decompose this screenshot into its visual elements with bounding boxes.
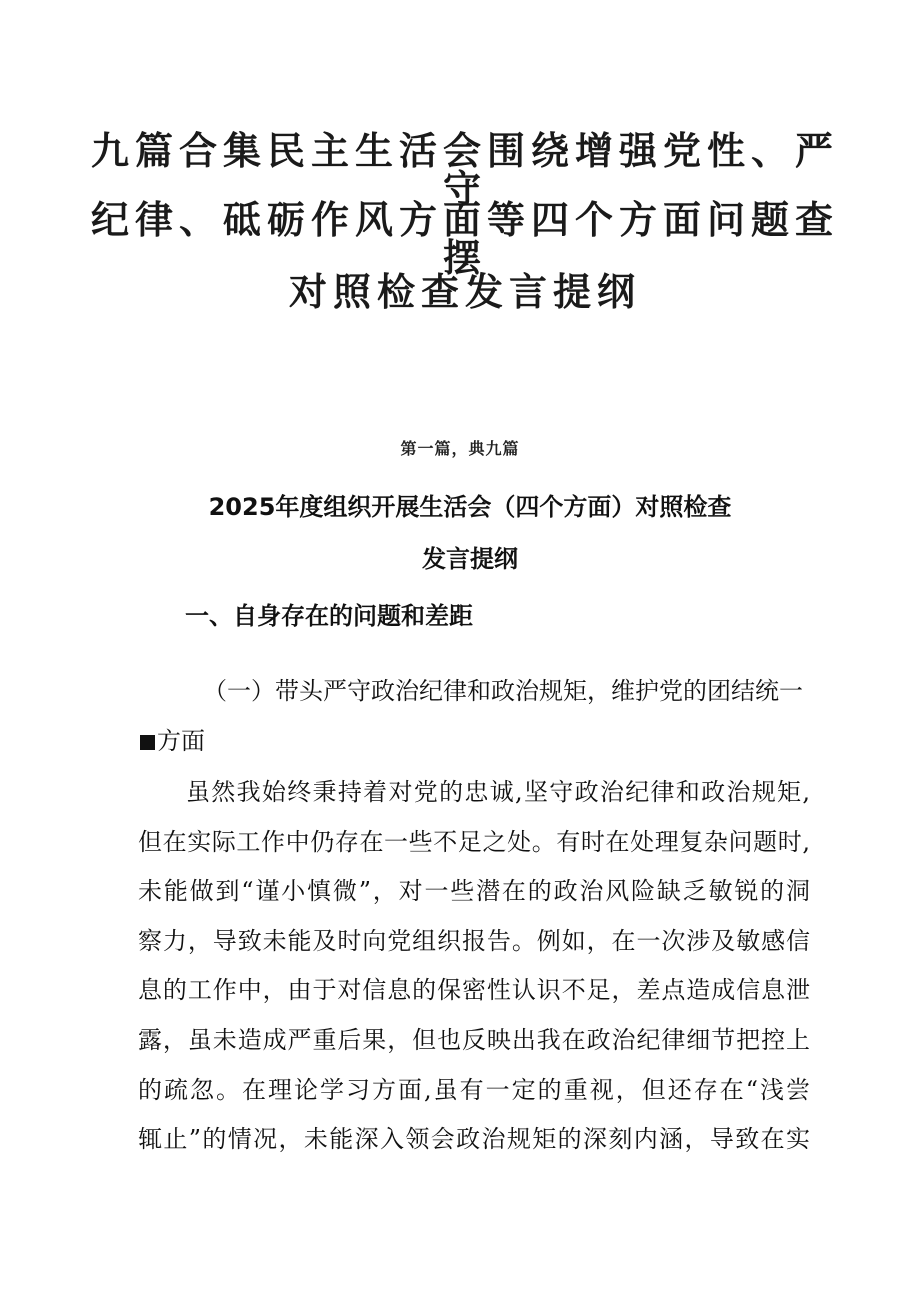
main-title-line-1: 九篇合集民主生活会围绕增强党性、严守 — [90, 129, 839, 211]
body-paragraph — [138, 768, 810, 1165]
paragraph-line: 息的工作中，由于对信息的保密性认识不足，差点造成信息泄 — [138, 976, 810, 1005]
paragraph-line: 察力，导致未能及时向党组织报告。例如，在一次涉及敏感信 — [138, 926, 810, 955]
paragraph-line: 但在实际工作中仍存在一些不足之处。有时在处理复杂问题时, — [138, 827, 810, 856]
section-heading: 一、自身存在的问题和差距 — [185, 602, 473, 630]
paragraph-line: 的疏忽。在理论学习方面,虽有一定的重视，但还存在“浅尝 — [138, 1075, 810, 1104]
article-subtitle: 第一篇，典九篇 — [400, 439, 520, 458]
doc-title-line-2: 发言提纲 — [422, 545, 518, 573]
subsection-heading — [138, 666, 818, 766]
paragraph-line: 露，虽未造成严重后果，但也反映出我在政治纪律细节把控上 — [138, 1025, 810, 1054]
paragraph-line: 未能做到“谨小慎微”，对一些潜在的政治风险缺乏敏锐的洞 — [138, 877, 810, 906]
paragraph-line: 虽然我始终秉持着对党的忠诚,坚守政治纪律和政治规矩, — [186, 778, 810, 806]
doc-title-line-1: 2025年度组织开展生活会（四个方面）对照检查 — [208, 493, 732, 521]
main-title-line-2: 纪律、砥砺作风方面等四个方面问题查摆 — [90, 198, 839, 280]
subsection-text-part-1: （一）带头严守政治纪律和政治规矩，维护党的团结统一 — [203, 677, 803, 705]
main-title-line-3: 对照检查发言提纲 — [288, 270, 641, 314]
paragraph-line: 辄止”的情况，未能深入领会政治规矩的深刻内涵，导致在实 — [138, 1125, 810, 1154]
subsection-text-part-2: 方面 — [157, 727, 205, 755]
black-square-icon — [140, 735, 155, 750]
